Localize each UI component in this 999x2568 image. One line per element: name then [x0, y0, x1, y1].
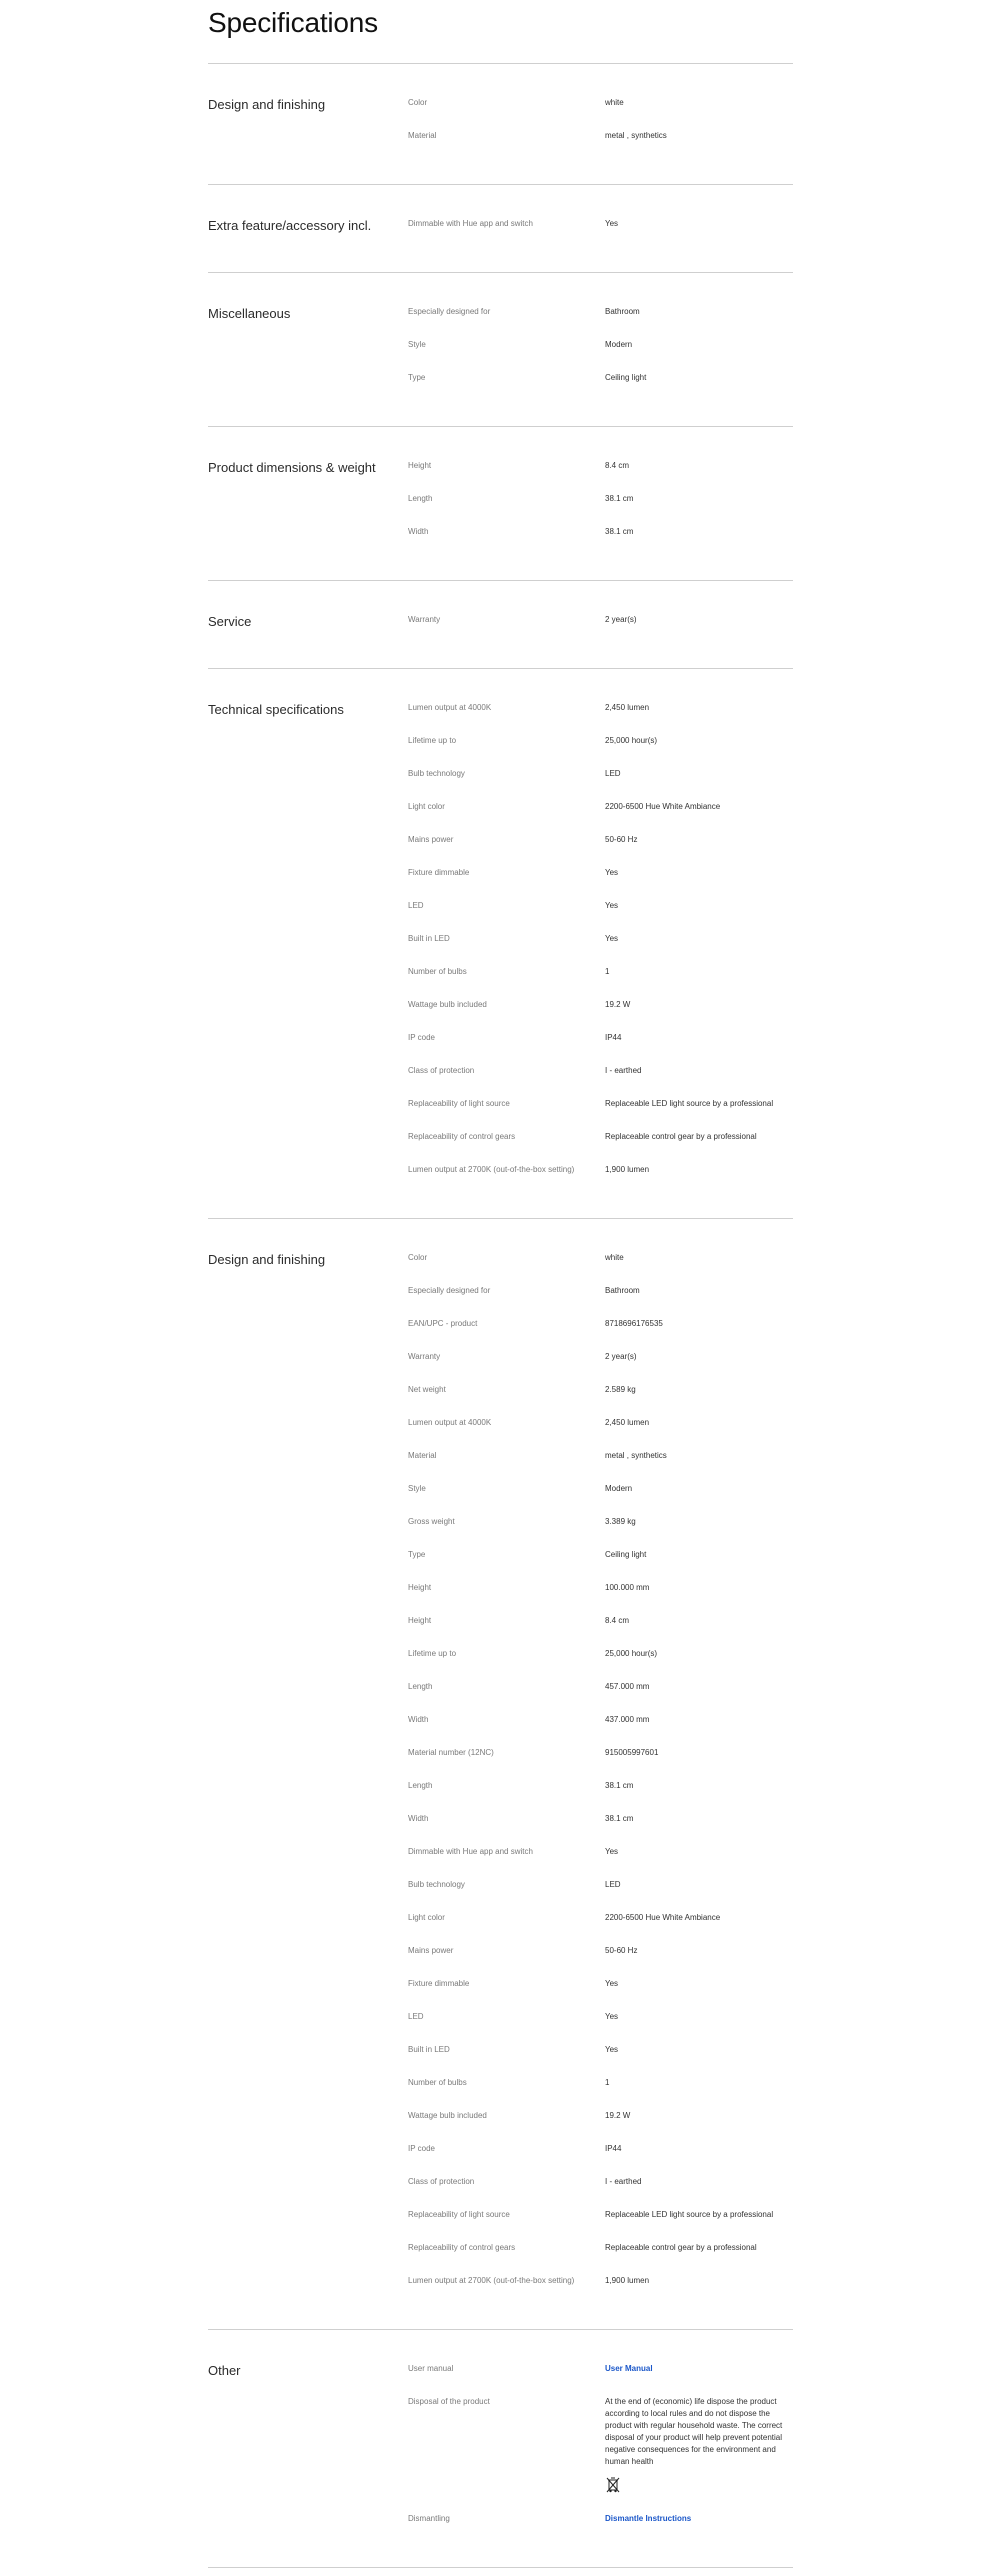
spec-row	[408, 1414, 793, 1435]
spec-value: 100.000 mm	[605, 1583, 650, 1592]
spec-label: Length	[408, 1682, 433, 1691]
spec-value: Bathroom	[605, 307, 640, 316]
spec-row	[408, 1381, 793, 1402]
spec-value: Yes	[605, 901, 619, 910]
spec-value: 1,900 lumen	[605, 1165, 650, 1174]
spec-label: Especially designed for	[408, 1286, 491, 1295]
spec-label: Width	[408, 1814, 429, 1823]
spec-value: LED	[605, 769, 621, 778]
page-title: Specifications	[208, 7, 378, 38]
spec-value: metal , synthetics	[605, 131, 667, 140]
user-manual-link[interactable]: User Manual	[605, 2364, 653, 2373]
spec-row	[408, 1480, 793, 1501]
spec-label: Height	[408, 461, 432, 470]
spec-rows	[408, 94, 793, 148]
spec-label: Bulb technology	[408, 1880, 465, 1889]
spec-row	[408, 127, 793, 148]
spec-label: Class of protection	[408, 2177, 475, 2186]
spec-value	[605, 2393, 793, 2498]
section-title: Design and finishing	[208, 1252, 326, 1267]
spec-row	[408, 2206, 793, 2227]
spec-value: 8718696176535	[605, 1319, 663, 1328]
spec-row	[408, 2008, 793, 2029]
spec-row	[408, 611, 793, 632]
spec-value: 50-60 Hz	[605, 1946, 638, 1955]
spec-row	[408, 2074, 793, 2095]
spec-row	[408, 1282, 793, 1303]
spec-section	[208, 581, 793, 669]
spec-label: Color	[408, 98, 428, 107]
spec-label: Material number (12NC)	[408, 1748, 494, 1757]
spec-row	[408, 1348, 793, 1369]
spec-rows	[408, 215, 793, 236]
spec-row	[408, 1128, 793, 1149]
spec-label: Replaceability of light source	[408, 2210, 510, 2219]
spec-value: 1	[605, 967, 610, 976]
spec-sections	[208, 64, 793, 2330]
spec-row	[408, 1975, 793, 1996]
spec-row	[408, 831, 793, 852]
spec-value: Ceiling light	[605, 1550, 647, 1559]
spec-rows	[408, 2360, 793, 2531]
spec-label: Style	[408, 1484, 426, 1493]
spec-value: 50-60 Hz	[605, 835, 638, 844]
spec-row	[408, 963, 793, 984]
spec-value: Modern	[605, 1484, 633, 1493]
spec-label: Mains power	[408, 1946, 454, 1955]
spec-row	[408, 1095, 793, 1116]
spec-row	[408, 2041, 793, 2062]
spec-label: Wattage bulb included	[408, 2111, 487, 2120]
spec-label: Net weight	[408, 1385, 446, 1394]
spec-value: metal , synthetics	[605, 1451, 667, 1460]
spec-row	[408, 457, 793, 478]
spec-label: IP code	[408, 2144, 435, 2153]
spec-value: Yes	[605, 1979, 619, 1988]
spec-value: 2200-6500 Hue White Ambiance	[605, 1913, 721, 1922]
spec-label: Lifetime up to	[408, 736, 457, 745]
spec-label: Replaceability of control gears	[408, 1132, 516, 1141]
dismantle-instructions-link[interactable]: Dismantle Instructions	[605, 2514, 692, 2523]
spec-row	[408, 215, 793, 236]
section-title: Miscellaneous	[208, 306, 291, 321]
spec-label: IP code	[408, 1033, 435, 1042]
spec-row	[408, 864, 793, 885]
section-title: Product dimensions & weight	[208, 460, 376, 475]
spec-section	[208, 669, 793, 1219]
spec-value: 8.4 cm	[605, 1616, 630, 1625]
spec-row-user-manual	[408, 2360, 793, 2381]
spec-row	[408, 1810, 793, 1831]
disposal-text: At the end of (economic) life dispose the product according to local rules and do not dispose the product with regular household waste. The correct disposal of your product will help prevent potential negative consequences for the environment and human health	[605, 2397, 783, 2466]
spec-label: Mains power	[408, 835, 454, 844]
spec-label: Disposal of the product	[408, 2397, 490, 2406]
spec-value: 1	[605, 2078, 610, 2087]
spec-value: IP44	[605, 2144, 622, 2153]
spec-value: 2,450 lumen	[605, 1418, 650, 1427]
spec-label: Type	[408, 1550, 426, 1559]
spec-label: Replaceability of light source	[408, 1099, 510, 1108]
spec-value: 19.2 W	[605, 1000, 631, 1009]
spec-value: 1,900 lumen	[605, 2276, 650, 2285]
spec-value: 915005997601	[605, 1748, 659, 1757]
spec-label: Light color	[408, 802, 445, 811]
spec-value: 2 year(s)	[605, 615, 637, 624]
spec-row	[408, 1546, 793, 1567]
spec-value: 19.2 W	[605, 2111, 631, 2120]
spec-value: Replaceable LED light source by a professional	[605, 1099, 774, 1108]
spec-label: Lumen output at 2700K (out-of-the-box setting)	[408, 2276, 575, 2285]
spec-label: User manual	[408, 2364, 454, 2373]
spec-value: 38.1 cm	[605, 1781, 634, 1790]
spec-value: 457.000 mm	[605, 1682, 650, 1691]
spec-value: Yes	[605, 868, 619, 877]
spec-value: I - earthed	[605, 1066, 642, 1075]
spec-value: Yes	[605, 934, 619, 943]
spec-row	[408, 996, 793, 1017]
spec-rows	[408, 457, 793, 544]
spec-row	[408, 1645, 793, 1666]
spec-row	[408, 1942, 793, 1963]
spec-value: 8.4 cm	[605, 461, 630, 470]
spec-label: Built in LED	[408, 2045, 450, 2054]
spec-section	[208, 427, 793, 581]
spec-value: 38.1 cm	[605, 527, 634, 536]
spec-row	[408, 1909, 793, 1930]
specifications-container	[208, 6, 793, 2568]
spec-label: Color	[408, 1253, 428, 1262]
spec-value: 38.1 cm	[605, 1814, 634, 1823]
spec-row	[408, 1612, 793, 1633]
spec-section	[208, 273, 793, 427]
spec-label: Gross weight	[408, 1517, 455, 1526]
spec-value: 437.000 mm	[605, 1715, 650, 1724]
section-title: Other	[208, 2363, 241, 2378]
spec-label: Wattage bulb included	[408, 1000, 487, 1009]
spec-value: Replaceable LED light source by a professional	[605, 2210, 774, 2219]
spec-value: white	[605, 1253, 624, 1262]
spec-section-other	[208, 2330, 793, 2568]
section-title: Technical specifications	[208, 702, 344, 717]
spec-row	[408, 897, 793, 918]
spec-value: 2200-6500 Hue White Ambiance	[605, 802, 721, 811]
spec-row	[408, 369, 793, 390]
spec-row	[408, 1579, 793, 1600]
spec-label: Material	[408, 131, 437, 140]
spec-value: 38.1 cm	[605, 494, 634, 503]
spec-row	[408, 303, 793, 324]
spec-label: Lumen output at 2700K (out-of-the-box setting)	[408, 1165, 575, 1174]
spec-label: Fixture dimmable	[408, 1979, 470, 1988]
spec-row	[408, 2272, 793, 2293]
spec-value: I - earthed	[605, 2177, 642, 2186]
spec-row	[408, 732, 793, 753]
spec-value: 25,000 hour(s)	[605, 736, 658, 745]
spec-label: Fixture dimmable	[408, 868, 470, 877]
spec-row	[408, 490, 793, 511]
spec-label: Built in LED	[408, 934, 450, 943]
spec-value: Yes	[605, 2012, 619, 2021]
spec-label: Dismantling	[408, 2514, 450, 2523]
spec-label: Width	[408, 527, 429, 536]
spec-section	[208, 185, 793, 273]
spec-row-disposal	[408, 2393, 793, 2498]
spec-label: Length	[408, 1781, 433, 1790]
spec-label: Material	[408, 1451, 437, 1460]
spec-value: 2 year(s)	[605, 1352, 637, 1361]
spec-label: Height	[408, 1616, 432, 1625]
spec-label: Length	[408, 494, 433, 503]
spec-rows	[408, 611, 793, 632]
spec-label: Width	[408, 1715, 429, 1724]
spec-section	[208, 64, 793, 185]
spec-label: Warranty	[408, 615, 441, 624]
spec-label: Dimmable with Hue app and switch	[408, 219, 533, 228]
spec-value: Bathroom	[605, 1286, 640, 1295]
spec-row	[408, 2140, 793, 2161]
spec-label: Lifetime up to	[408, 1649, 457, 1658]
spec-row	[408, 2239, 793, 2260]
spec-value: Yes	[605, 1847, 619, 1856]
spec-value: Yes	[605, 2045, 619, 2054]
spec-row	[408, 2173, 793, 2194]
spec-row	[408, 1777, 793, 1798]
spec-label: Class of protection	[408, 1066, 475, 1075]
spec-section	[208, 1219, 793, 2330]
spec-rows	[408, 699, 793, 1182]
spec-label: Especially designed for	[408, 307, 491, 316]
spec-label: LED	[408, 2012, 424, 2021]
spec-value: 3.389 kg	[605, 1517, 636, 1526]
spec-value: LED	[605, 1880, 621, 1889]
spec-row	[408, 1876, 793, 1897]
spec-label: Warranty	[408, 1352, 441, 1361]
spec-row	[408, 1315, 793, 1336]
spec-row	[408, 336, 793, 357]
spec-row	[408, 1678, 793, 1699]
spec-rows	[408, 1249, 793, 2293]
spec-label: EAN/UPC - product	[408, 1319, 478, 1328]
spec-value: Replaceable control gear by a professional	[605, 1132, 757, 1141]
spec-row	[408, 1744, 793, 1765]
spec-value: 25,000 hour(s)	[605, 1649, 658, 1658]
spec-rows	[408, 303, 793, 390]
spec-row-dismantling	[408, 2510, 793, 2531]
spec-label: Lumen output at 4000K	[408, 1418, 492, 1427]
spec-row	[408, 1711, 793, 1732]
spec-value: white	[605, 98, 624, 107]
spec-label: Type	[408, 373, 426, 382]
spec-value: Yes	[605, 219, 619, 228]
spec-value: 2,450 lumen	[605, 703, 650, 712]
section-title: Service	[208, 614, 252, 629]
spec-label: Bulb technology	[408, 769, 465, 778]
spec-value: 2.589 kg	[605, 1385, 636, 1394]
spec-row	[408, 1249, 793, 1270]
section-title: Extra feature/accessory incl.	[208, 218, 372, 233]
spec-value	[605, 2510, 793, 2531]
spec-value: IP44	[605, 1033, 622, 1042]
spec-label: Style	[408, 340, 426, 349]
spec-value	[605, 2360, 793, 2381]
spec-row	[408, 1062, 793, 1083]
spec-label: Number of bulbs	[408, 2078, 467, 2087]
spec-label: Number of bulbs	[408, 967, 467, 976]
spec-row	[408, 930, 793, 951]
crossed-out-wheelie-bin-icon	[605, 2476, 621, 2498]
section-title: Design and finishing	[208, 97, 326, 112]
spec-row	[408, 94, 793, 115]
spec-row	[408, 523, 793, 544]
spec-row	[408, 1843, 793, 1864]
spec-label: LED	[408, 901, 424, 910]
spec-row	[408, 2107, 793, 2128]
spec-value: Replaceable control gear by a professional	[605, 2243, 757, 2252]
spec-label: Light color	[408, 1913, 445, 1922]
spec-row	[408, 1447, 793, 1468]
spec-label: Dimmable with Hue app and switch	[408, 1847, 533, 1856]
spec-label: Replaceability of control gears	[408, 2243, 516, 2252]
spec-row	[408, 798, 793, 819]
spec-value: Modern	[605, 340, 633, 349]
spec-row	[408, 1513, 793, 1534]
spec-value: Ceiling light	[605, 373, 647, 382]
spec-row	[408, 765, 793, 786]
spec-row	[408, 699, 793, 720]
spec-label: Height	[408, 1583, 432, 1592]
spec-row	[408, 1029, 793, 1050]
spec-row	[408, 1161, 793, 1182]
spec-label: Lumen output at 4000K	[408, 703, 492, 712]
